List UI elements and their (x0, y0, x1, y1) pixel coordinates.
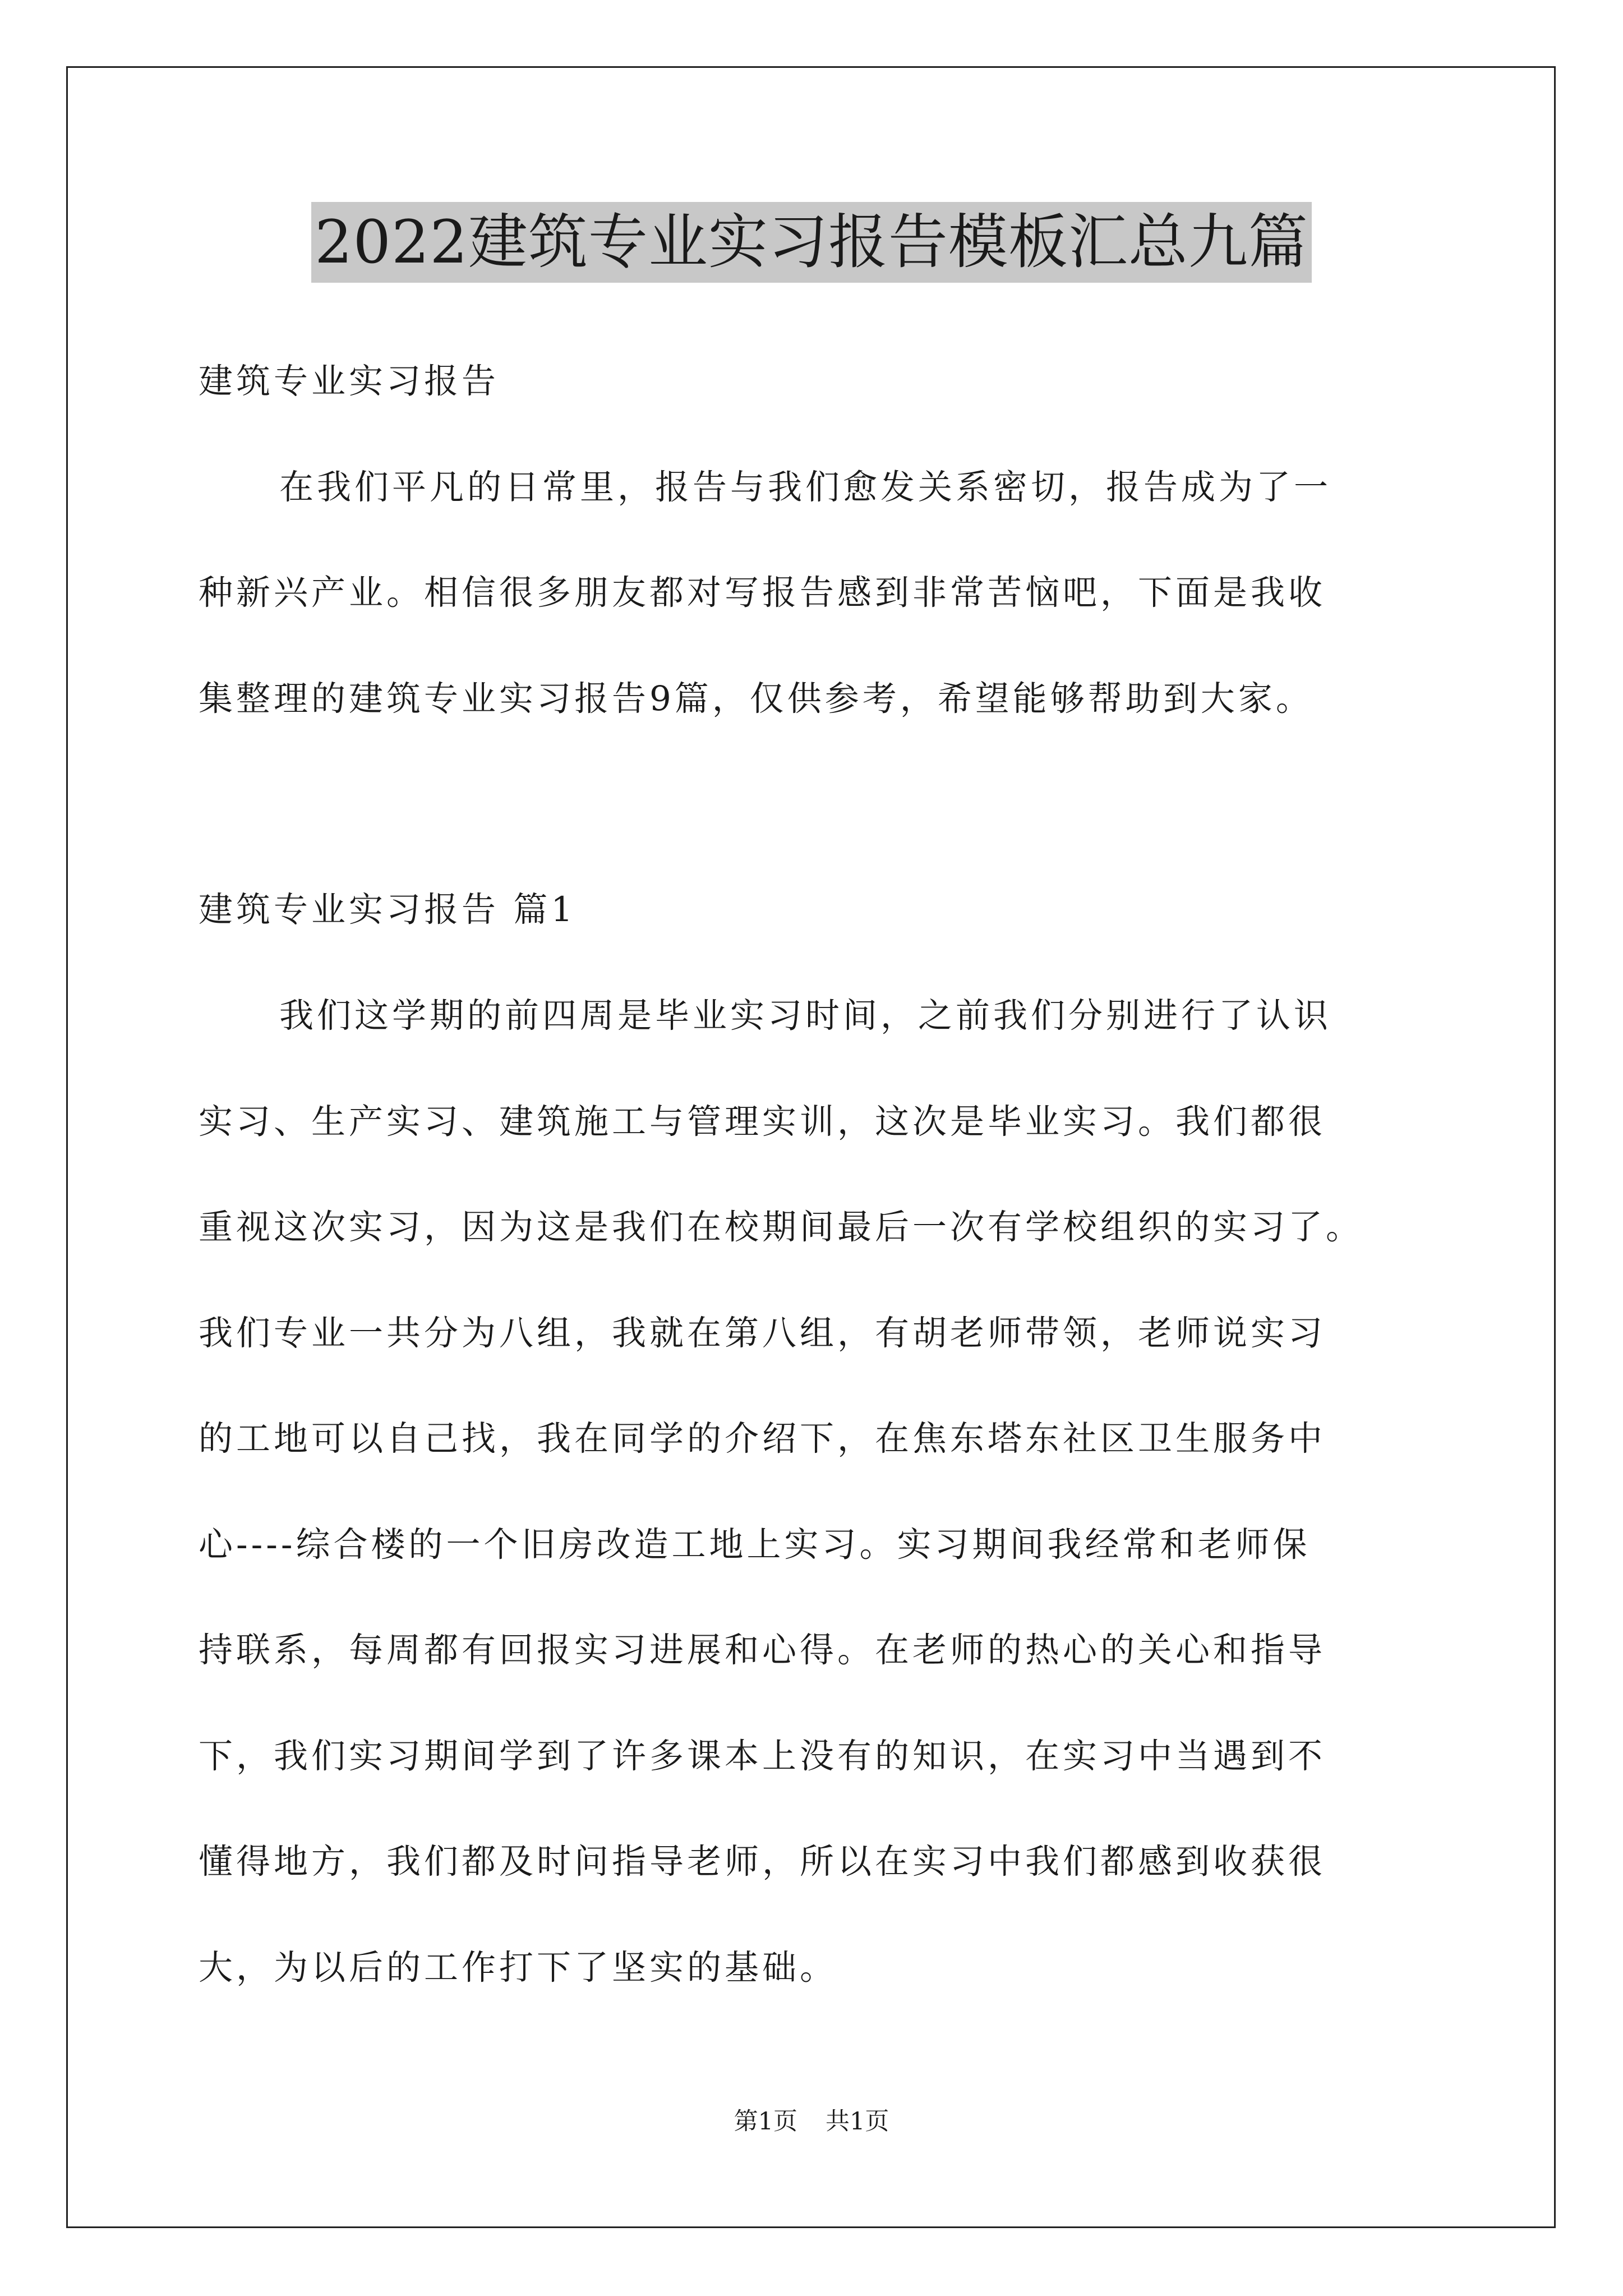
page-total: 共1页 (826, 2108, 889, 2136)
paragraph-line: 的工地可以自己找，我在同学的介绍下，在焦东塔东社区卫生服务中 (199, 1419, 1326, 1458)
section-heading: 建筑专业实习报告 篇1 (199, 890, 577, 930)
paragraph-line: 重视这次实习，因为这是我们在校期间最后一次有学校组织的实习了。 (199, 1207, 1364, 1247)
paragraph-line: 在我们平凡的日常里，报告与我们愈发关系密切，报告成为了一 (279, 467, 1332, 507)
paragraph-line: 下，我们实习期间学到了许多课本上没有的知识，在实习中当遇到不 (199, 1736, 1326, 1776)
paragraph-line: 集整理的建筑专业实习报告9篇，仅供参考，希望能够帮助到大家。 (199, 679, 1313, 719)
page-number: 第1页 (734, 2108, 797, 2136)
page-footer (0, 2105, 1623, 2138)
paragraph-line: 持联系，每周都有回报实习进展和心得。在老师的热心的关心和指导 (199, 1630, 1326, 1670)
paragraph-line: 我们这学期的前四周是毕业实习时间，之前我们分别进行了认识 (279, 996, 1332, 1036)
paragraph-line: 种新兴产业。相信很多朋友都对写报告感到非常苦恼吧，下面是我收 (199, 573, 1326, 613)
paragraph-line: 心----综合楼的一个旧房改造工地上实习。实习期间我经常和老师保 (199, 1525, 1311, 1565)
paragraph-line: 懂得地方，我们都及时问指导老师，所以在实习中我们都感到收获很 (199, 1842, 1326, 1881)
paragraph-line: 大，为以后的工作打下了坚实的基础。 (199, 1948, 838, 1987)
document-title: 2022建筑专业实习报告模板汇总九篇 (311, 202, 1312, 283)
title-block (0, 202, 1623, 283)
section-heading: 建筑专业实习报告 (199, 361, 500, 401)
paragraph-line: 我们专业一共分为八组，我就在第八组，有胡老师带领，老师说实习 (199, 1313, 1326, 1353)
paragraph-line: 实习、生产实习、建筑施工与管理实训，这次是毕业实习。我们都很 (199, 1102, 1326, 1142)
